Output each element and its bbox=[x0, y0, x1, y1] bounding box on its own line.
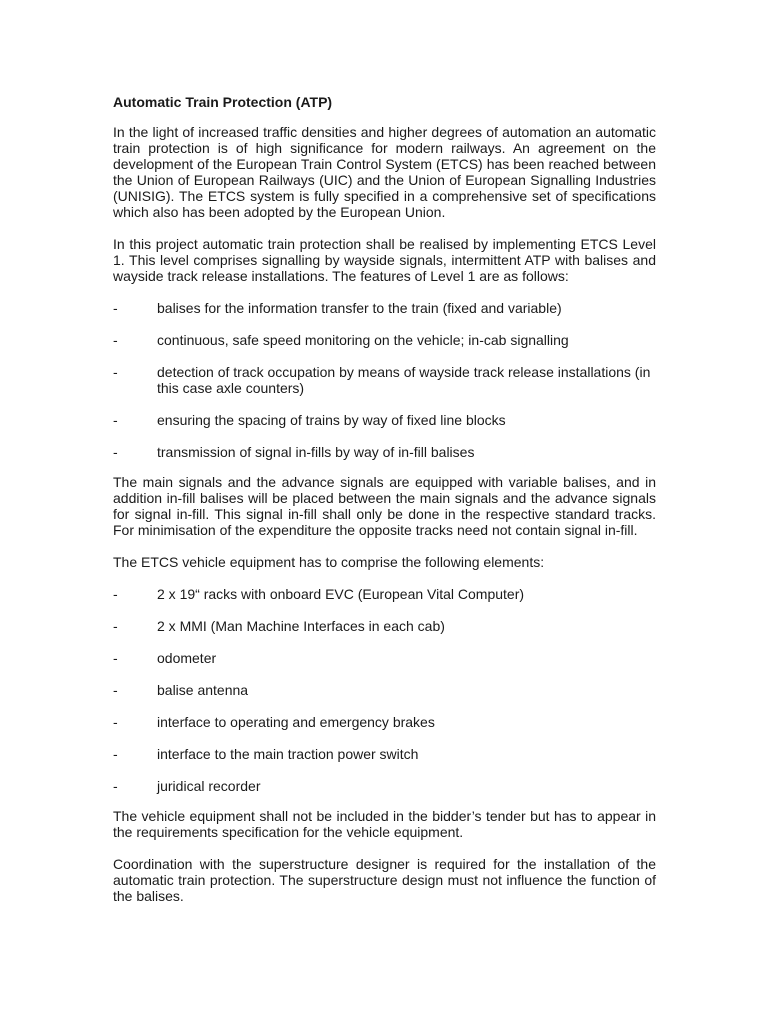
list-item bbox=[113, 332, 656, 348]
list-item-text: balise antenna bbox=[157, 682, 249, 698]
features-list bbox=[113, 300, 656, 460]
page-title: Automatic Train Protection (ATP) bbox=[113, 94, 333, 110]
bullet-dash: - bbox=[113, 444, 118, 460]
main-signals-paragraph: The main signals and the advance signals are equipped with variable balises, and in addition in-fill balises will be placed between the main signals and the advance signals for signal in-fill. This signal in-fill shall only be done in the respective standard tracks. For minimisation of the expenditure the opposite tracks need not contain signal in-fill. bbox=[113, 474, 656, 538]
list-item bbox=[113, 650, 656, 666]
list-item bbox=[113, 444, 656, 460]
bullet-dash: - bbox=[113, 300, 118, 316]
list-item bbox=[113, 364, 656, 396]
list-item-text: interface to operating and emergency brakes bbox=[157, 714, 435, 730]
intro-paragraph: In the light of increased traffic densities and higher degrees of automation an automatic train protection is of high significance for modern railways. An agreement on the development of the European Train Control System (ETCS) has been reached between the Union of European Railways (UIC) and the Union of European Signalling Industries (UNISIG). The ETCS system is fully specified in a comprehensive set of specifications which also has been adopted by the European Union. bbox=[113, 124, 656, 220]
bullet-dash: - bbox=[113, 332, 118, 348]
bullet-dash: - bbox=[113, 682, 118, 698]
list-item bbox=[113, 746, 656, 762]
list-item-text: interface to the main traction power switch bbox=[157, 746, 419, 762]
list-item bbox=[113, 778, 656, 794]
list-item-text: odometer bbox=[157, 650, 217, 666]
list-item-text: balises for the information transfer to the train (fixed and variable) bbox=[157, 300, 562, 316]
list-item-text: continuous, safe speed monitoring on the vehicle; in-cab signalling bbox=[157, 332, 569, 348]
bullet-dash: - bbox=[113, 778, 118, 794]
bullet-dash: - bbox=[113, 746, 118, 762]
vehicle-elements-list bbox=[113, 586, 656, 794]
vehicle-intro-paragraph: The ETCS vehicle equipment has to comprise the following elements: bbox=[113, 554, 545, 570]
list-item bbox=[113, 300, 656, 316]
list-item-text: juridical recorder bbox=[157, 778, 261, 794]
list-item-text: 2 x 19“ racks with onboard EVC (European Vital Computer) bbox=[157, 586, 525, 602]
bullet-dash: - bbox=[113, 412, 118, 428]
bullet-dash: - bbox=[113, 618, 118, 634]
coordination-paragraph: Coordination with the superstructure designer is required for the installation of the automatic train protection. The superstructure design must not influence the function of the balises. bbox=[113, 856, 656, 904]
list-item-text: detection of track occupation by means of wayside track release installations (in this case axle counters) bbox=[157, 364, 651, 396]
list-item bbox=[113, 412, 656, 428]
level1-paragraph: In this project automatic train protection shall be realised by implementing ETCS Level 1. This level comprises signalling by wayside signals, intermittent ATP with balises and wayside track release installations. The features of Level 1 are as follows: bbox=[113, 236, 656, 284]
bullet-dash: - bbox=[113, 586, 118, 602]
list-item bbox=[113, 682, 656, 698]
bullet-dash: - bbox=[113, 714, 118, 730]
list-item-text: 2 x MMI (Man Machine Interfaces in each cab) bbox=[157, 618, 445, 634]
tender-paragraph: The vehicle equipment shall not be included in the bidder’s tender but has to appear in the requirements specification for the vehicle equipment. bbox=[113, 808, 656, 840]
list-item bbox=[113, 586, 656, 602]
list-item bbox=[113, 714, 656, 730]
bullet-dash: - bbox=[113, 650, 118, 666]
bullet-dash: - bbox=[113, 364, 118, 380]
list-item-text: ensuring the spacing of trains by way of fixed line blocks bbox=[157, 412, 506, 428]
list-item-text: transmission of signal in-fills by way of in-fill balises bbox=[157, 444, 475, 460]
list-item bbox=[113, 618, 656, 634]
document-page bbox=[113, 94, 656, 920]
